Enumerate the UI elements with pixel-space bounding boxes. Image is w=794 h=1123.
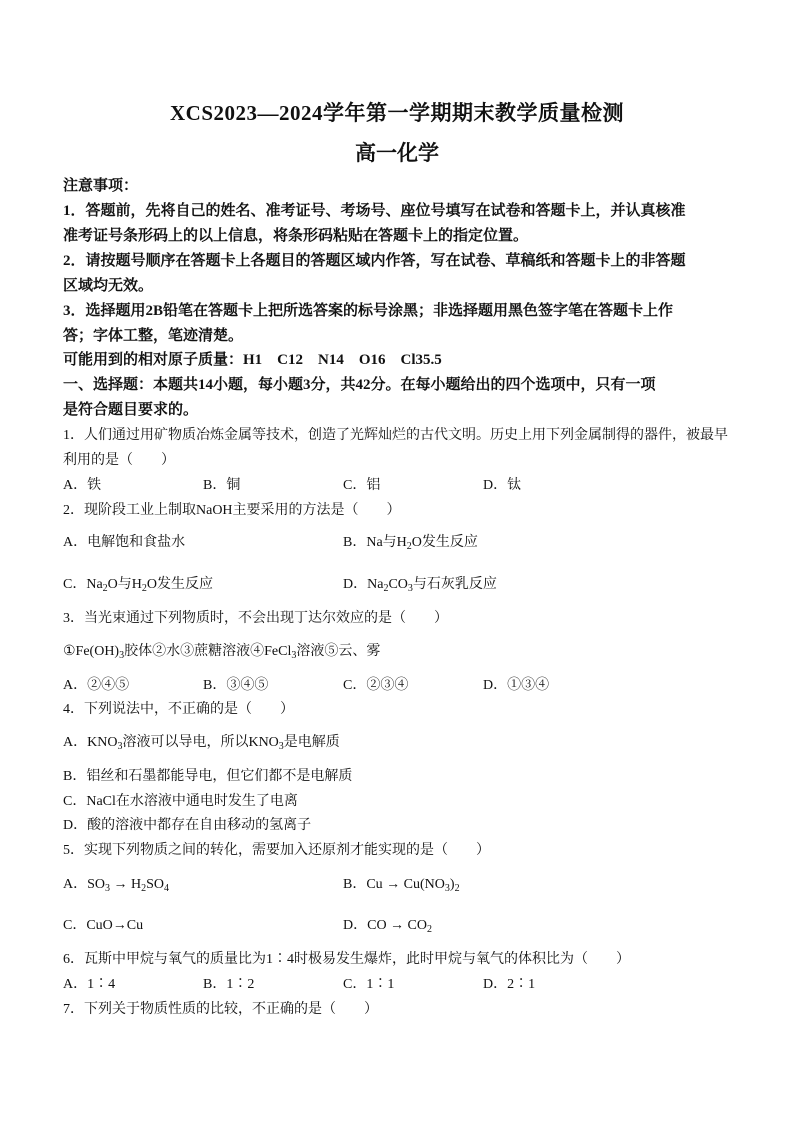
q3-option-b: B．③④⑤: [203, 678, 269, 693]
q4-option-d: D．酸的溶液中都存在自由移动的氢离子: [63, 818, 312, 833]
q4-stem: 4．下列说法中，不正确的是（ ）: [63, 702, 294, 717]
q6-option-a: A．1∶4: [63, 977, 116, 992]
q1-option-d: D．钛: [483, 478, 522, 493]
q2-option-c: C．$Na_2O$与$H_2O$发生反应: [63, 577, 214, 594]
exam-subject: 高一化学: [355, 141, 439, 165]
q4-option-b: B．铝丝和石墨都能导电，但它们都不是电解质: [63, 769, 353, 784]
q2-option-b: B．Na与$H_2O$发生反应: [343, 535, 478, 552]
q6-option-b: B．1∶2: [203, 977, 255, 992]
notice-item-2-line-1: 2．请按题号顺序在答题卡上各题目的答题区域内作答，写在试卷、草稿纸和答题卡上的非答题: [63, 253, 686, 269]
q5-option-d: D．CO → $CO_2$: [343, 918, 433, 935]
notice-item-1-line-1: 1．答题前，先将自己的姓名、准考证号、考场号、座位号填写在试卷和答题卡上，并认真核准: [63, 203, 686, 219]
q2-option-a: A．电解饱和食盐水: [63, 535, 186, 550]
notice-heading: 注意事项：: [63, 178, 139, 194]
q1-stem-line-1: 1．人们通过用矿物质冶炼金属等技术，创造了光辉灿烂的古代文明。历史上用下列金属制得的器件，被最早: [63, 428, 728, 443]
q5-option-c: C．CuO→Cu: [63, 918, 144, 933]
q7-stem: 7．下列关于物质性质的比较，不正确的是（ ）: [63, 1002, 378, 1017]
q3-option-c: C．②③④: [343, 678, 409, 693]
atomic-mass-line: 可能用到的相对原子质量：H1 C12 N14 O16 Cl35.5: [63, 352, 442, 368]
notice-item-3-line-1: 3．选择题用2B铅笔在答题卡上把所选答案的标号涂黑；非选择题用黑色签字笔在答题卡上作: [63, 303, 674, 319]
q2-option-d: D．$Na_2CO_3$与石灰乳反应: [343, 577, 497, 594]
q6-option-d: D．2∶1: [483, 977, 536, 992]
notice-item-2-line-2: 区域均无效。: [63, 278, 154, 294]
q3-stem: 3．当光束通过下列物质时，不会出现丁达尔效应的是（ ）: [63, 611, 448, 626]
q6-stem: 6．瓦斯中甲烷与氧气的质量比为1∶4时极易发生爆炸，此时甲烷与氧气的体积比为（ ）: [63, 952, 630, 967]
q3-option-a: A．②④⑤: [63, 678, 130, 693]
q1-option-a: A．铁: [63, 478, 102, 493]
q4-option-a: A．$KNO_3$溶液可以导电，所以$KNO_3$是电解质: [63, 735, 340, 752]
q5-stem: 5．实现下列物质之间的转化，需要加入还原剂才能实现的是（ ）: [63, 843, 490, 858]
section-1-heading-line-2: 是符合题目要求的。: [63, 402, 199, 418]
q4-option-c: C．NaCl在水溶液中通电时发生了电离: [63, 794, 298, 809]
q1-stem-line-2: 利用的是（ ）: [63, 453, 175, 468]
q6-option-c: C．1∶1: [343, 977, 395, 992]
q5-option-b: B．$Cu \to Cu(NO_3)_2$: [343, 877, 460, 894]
q3-substance-list: $①Fe(OH)_3$胶体②水③蔗糖溶液④FeCl$_3$溶液⑤云、雾: [63, 644, 381, 661]
notice-item-3-line-2: 答；字体工整，笔迹清楚。: [63, 328, 244, 344]
q1-option-b: B．铜: [203, 478, 241, 493]
q3-option-d: D．①③④: [483, 678, 550, 693]
section-1-heading-line-1: 一、选择题：本题共14小题，每小题3分，共42分。在每小题给出的四个选项中，只有一项: [63, 377, 656, 393]
q1-option-c: C．铝: [343, 478, 381, 493]
q2-stem: 2．现阶段工业上制取NaOH主要采用的方法是（ ）: [63, 503, 401, 518]
exam-title: XCS2023—2024学年第一学期期末教学质量检测: [169, 101, 624, 125]
q5-option-a: A．$SO_3 \to H_2SO_4$: [63, 877, 170, 894]
notice-item-1-line-2: 准考证号条形码上的以上信息，将条形码粘贴在答题卡上的指定位置。: [63, 228, 529, 244]
